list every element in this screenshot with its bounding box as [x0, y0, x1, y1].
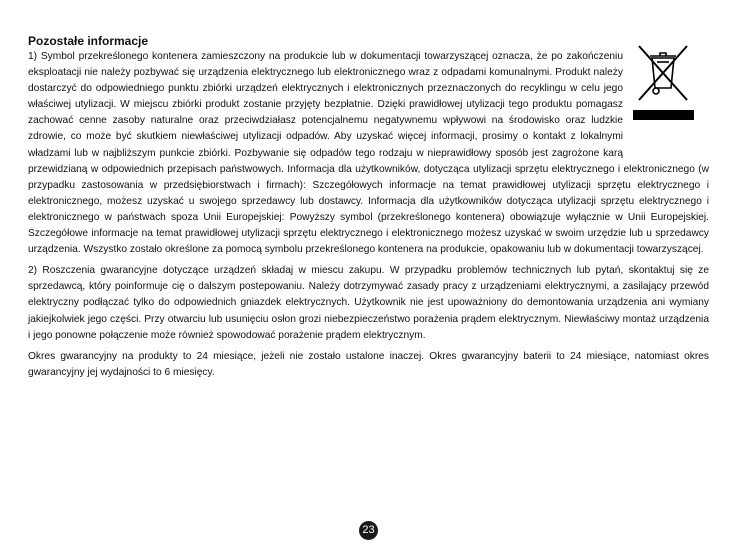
section-title: Pozostałe informacje	[28, 34, 149, 48]
paragraph-disposal: 1) Symbol przekreślonego kontenera zamieszczony na produkcie lub w dokumentacji towarzyszącej oznacza, że po zakończeniu eksploatacji nie należy pozbywać się urządzenia elektrycznego lub elektronicznego wraz z odpadami komunalnymi. Produkt należy dostarczyć do odpowiedniego punktu zbiórki urządzeń elektrycznych i elektronicznych przeznaczonych do recyklingu w celu jego właściwej utylizacji. W miejscu zbiórki produkt zostanie przyjęty bezpłatnie. Dzięki prawidłowej utylizacji tego produktu pomagasz zachować cenne zasoby naturalne oraz przeciwdziałasz potencjalnemu negatywnemu wpływowi na środowisko oraz ludzkie zdrowie, co może być skutkiem niewłaściwej utylizacji odpadów. Aby uzyskać więcej informacji, prosimy o kontakt z lokalnymi władzami lub w najbliższym punkcie zbiórki. Pozbywanie się odpadów tego rodzaju w nieprawidłowy sposób jest zagrożone karą przewidzianą w odpowiednich przepisach państwowych. Informacja dla użytkowników, dotycząca utylizacji sprzętu elektrycznego i elektronicznego (w przypadku zastosowania w przedsiębiorstwach i firmach): Szczegółowych informacje na temat prawidłowej utylizacji sprzętu elektrycznego i elektronicznego, możesz uzyskać u swojego sprzedawcy lub dostawcy. Informacja dla użytkowników dotycząca utylizacji sprzętu elektrycznego i elektronicznego w państwach spoza Unii Europejskiej: Powyższy symbol (przekreślonego kontenera) obowiązuje wyłącznie w Unii Europejskiej. Szczegółowe informacje na temat prawidłowej utylizacji sprzętu elektrycznego i elektronicznego możesz uzyskać w swoim urzędzie lub u sprzedawcy urządzenia. Wszystko zostało określone za pomocą symbolu przekreślonego kontenera na produkcie, opakowaniu lub w dokumentacji towarzyszącej.	[28, 51, 709, 256]
document-page	[28, 34, 709, 381]
weee-black-bar	[633, 110, 694, 120]
crossed-out-wheelie-bin-icon	[633, 42, 693, 106]
paragraph-warranty-claims: 2) Roszczenia gwarancyjne dotyczące urządzeń składaj w miescu zakupu. W przypadku problemów technicznych lub pytań, skontaktuj się ze sprzedawcą, który poinformuje cię o dalszym postepowaniu. Należy dotrzymywać zasady pracy z urządzeniami elektrycznymi, a zasilający przewód elektryczny podłączać tylko do odpowiednich gniazdek elektrycznych. Użytkownik nie jest upoważniony do demontowania urządzenia ani wymiany jakiejkolwiek jego części. Przy otwarciu lub usunięciu osłon grozi niebezpieczeństwo porażenia prądem elektrycznym. Niewłaściwy montaż urządzenia i jego ponowne połączenie może również spowodować porażenie prądem elektrycznym.	[28, 265, 709, 341]
paragraph-warranty-period: Okres gwarancyjny na produkty to 24 miesiące, jeżeli nie zostało ustalone inaczej. Okres gwarancyjny baterii to 24 miesiące, natomiast okres gwarancyjny jej wydajności to 6 miesięcy.	[28, 350, 709, 378]
page-number: 23	[359, 521, 378, 540]
weee-symbol	[629, 34, 709, 156]
